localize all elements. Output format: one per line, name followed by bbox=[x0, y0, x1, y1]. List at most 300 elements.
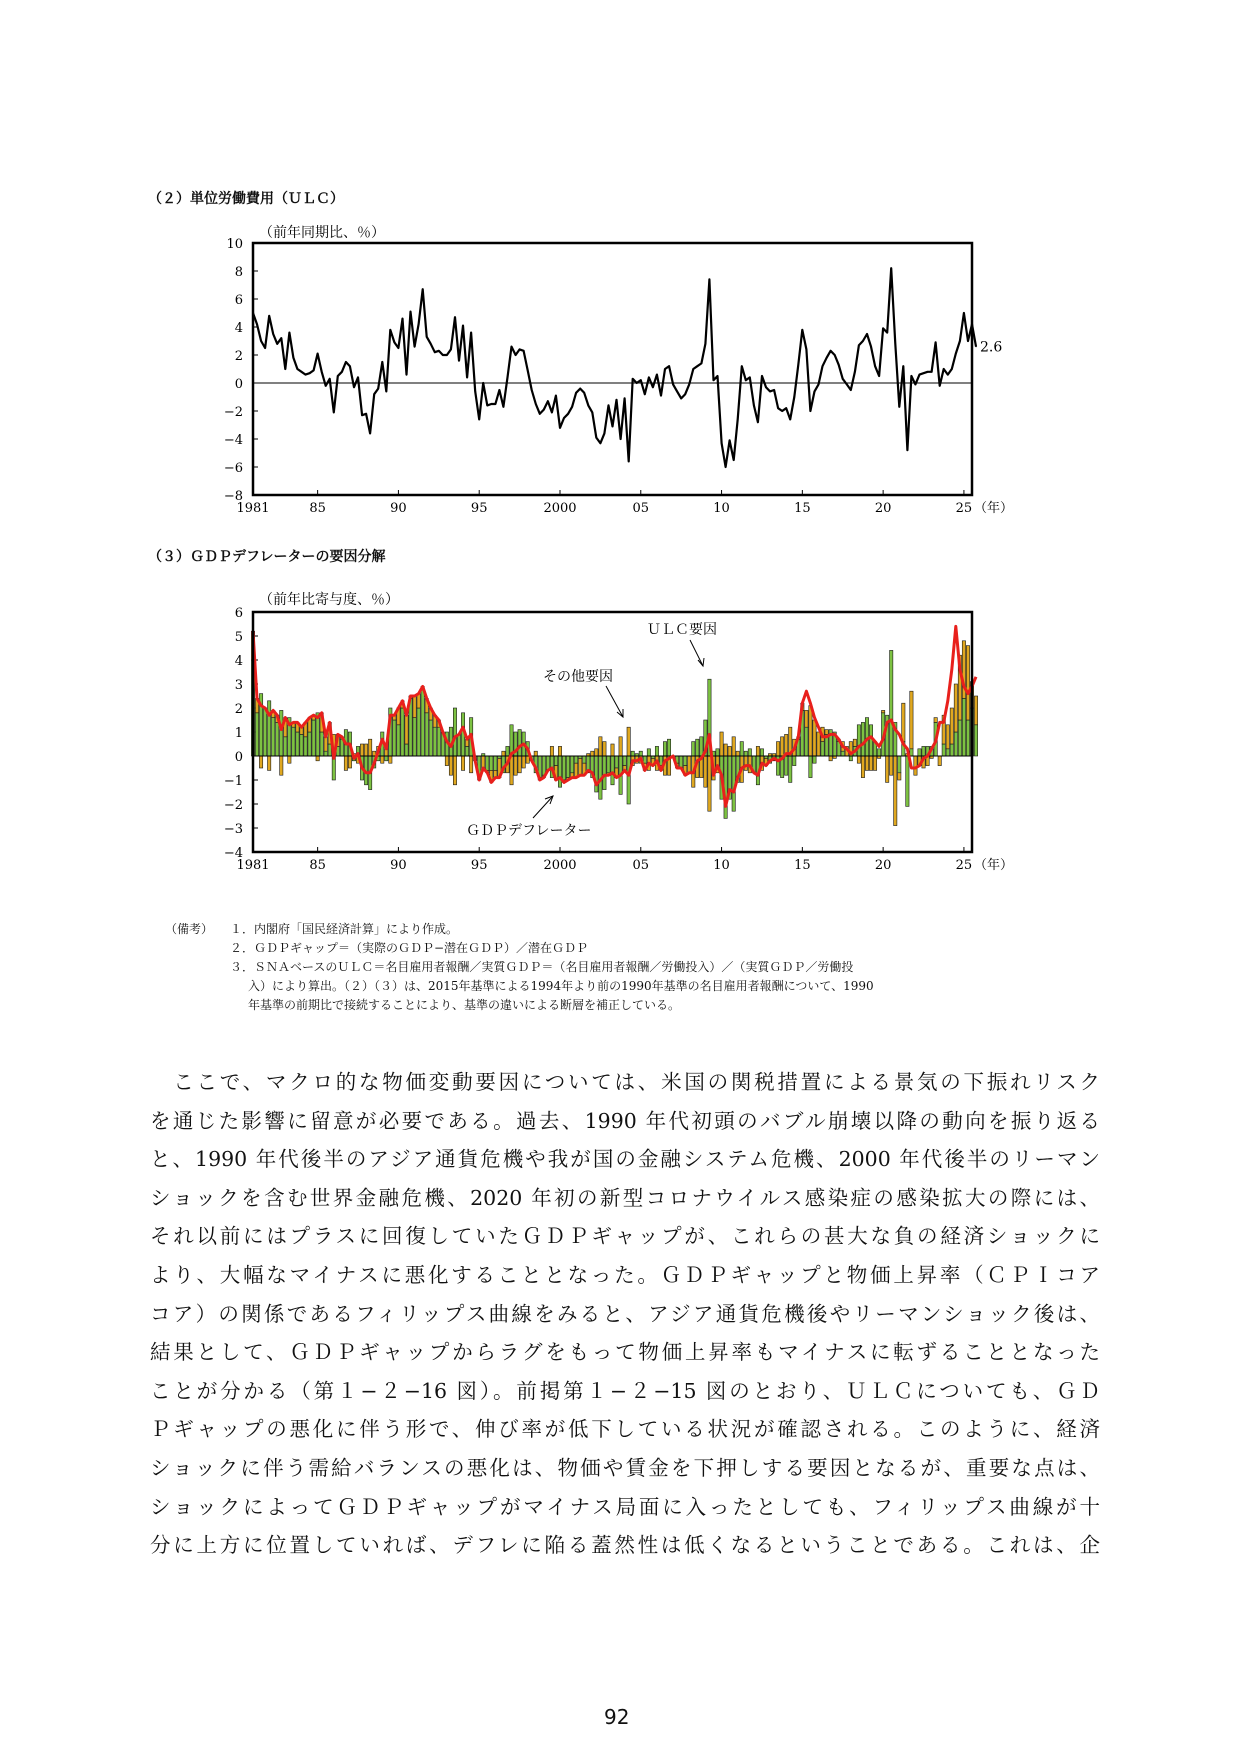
ulc-factor-bar bbox=[276, 722, 279, 756]
ulc-data-point bbox=[616, 399, 617, 400]
other-factor-bar bbox=[776, 742, 779, 756]
body-line: ことが分かる（第１−２−16 図）。前掲第１−２−15 図のとおり、ＵＬＣについても、ＧＤ bbox=[150, 1378, 1100, 1403]
ulc-factor-bar bbox=[910, 749, 913, 756]
ulc-data-point bbox=[620, 438, 621, 439]
ulc-factor-bar bbox=[518, 730, 521, 756]
other-factor-bar bbox=[389, 756, 392, 763]
ulc-data-point bbox=[511, 346, 512, 347]
ulc-factor-bar bbox=[696, 739, 699, 756]
ulc-data-point bbox=[466, 377, 467, 378]
ulc-factor-bar bbox=[595, 756, 598, 792]
other-factor-bar bbox=[938, 756, 941, 766]
other-factor-bar bbox=[579, 758, 582, 775]
ulc-factor-bar bbox=[268, 701, 271, 756]
ulc-data-point bbox=[345, 361, 346, 362]
body-line: を通じた影響に留意が必要である。過去、1990 年代初頭のバブル崩壊以降の動向を振り返る bbox=[150, 1108, 1100, 1133]
ulc-data-point bbox=[337, 375, 338, 376]
ulc-data-point bbox=[745, 380, 746, 381]
other-factor-bar bbox=[348, 756, 351, 768]
ulc-data-point bbox=[454, 317, 455, 318]
other-factor-bar bbox=[704, 756, 707, 787]
ulc-data-point bbox=[277, 343, 278, 344]
other-factor-bar bbox=[611, 744, 614, 756]
ulc-factor-bar bbox=[574, 756, 577, 763]
ulc-data-point bbox=[636, 382, 637, 383]
other-factor-bar bbox=[910, 691, 913, 749]
other-factor-bar bbox=[736, 751, 739, 756]
x-tick-label: 25 bbox=[955, 858, 973, 873]
other-factor-bar bbox=[756, 746, 759, 756]
ulc-data-point bbox=[862, 340, 863, 341]
x-tick-label: 95 bbox=[470, 501, 488, 516]
ulc-data-point bbox=[588, 405, 589, 406]
ulc-factor-bar bbox=[300, 734, 303, 756]
ulc-data-point bbox=[366, 413, 367, 414]
ulc-data-point bbox=[515, 354, 516, 355]
ulc-data-point bbox=[769, 391, 770, 392]
ulc-data-point bbox=[547, 401, 548, 402]
ulc-data-point bbox=[717, 375, 718, 376]
ulc-annotation-arrow bbox=[690, 640, 703, 666]
ulc-data-point bbox=[471, 332, 472, 333]
ulc-factor-bar bbox=[570, 756, 573, 773]
ulc-data-point bbox=[818, 384, 819, 385]
ulc-data-point bbox=[652, 387, 653, 388]
other-factor-bar bbox=[381, 756, 384, 763]
other-factor-bar bbox=[449, 756, 452, 775]
body-line: 分に上方に位置していれば、デフレに陥る蓋然性は低くなるということである。これは、企 bbox=[150, 1533, 1100, 1558]
notes-label: （備考） bbox=[165, 922, 214, 936]
ulc-line-chart bbox=[0, 205, 1241, 535]
other-factor-bar bbox=[550, 746, 553, 756]
x-axis-unit: （年） bbox=[974, 858, 1014, 873]
other-factor-bar bbox=[368, 739, 371, 756]
ulc-data-point bbox=[426, 336, 427, 337]
ulc-factor-bar bbox=[457, 734, 460, 756]
other-factor-bar bbox=[324, 737, 327, 751]
ulc-data-point bbox=[915, 384, 916, 385]
ulc-factor-bar bbox=[877, 749, 880, 756]
ulc-data-point bbox=[256, 324, 257, 325]
ulc-factor-bar bbox=[789, 756, 792, 782]
y-tick-label: −4 bbox=[223, 846, 243, 861]
ulc-factor-bar bbox=[974, 725, 977, 756]
ulc-data-point bbox=[749, 377, 750, 378]
other-factor-bar bbox=[603, 742, 606, 756]
ulc-data-point bbox=[806, 349, 807, 350]
other-factor-bar bbox=[619, 737, 622, 756]
y-tick-label: −6 bbox=[223, 461, 243, 476]
ulc-factor-bar bbox=[583, 756, 586, 763]
ulc-factor-bar bbox=[603, 756, 606, 790]
ulc-data-point bbox=[265, 347, 266, 348]
other-factor-bar bbox=[813, 720, 816, 756]
y-tick-label: 5 bbox=[234, 630, 243, 645]
ulc-data-point bbox=[390, 329, 391, 330]
ulc-data-point bbox=[422, 289, 423, 290]
body-line: それ以前にはプラスに回復していたＧＤＰギャップが、これらの甚大な負の経済ショックに bbox=[150, 1224, 1100, 1249]
ulc-factor-bar bbox=[486, 756, 489, 770]
x-tick-label: 25 bbox=[955, 501, 973, 516]
other-factor-bar bbox=[966, 646, 969, 720]
ulc-data-point bbox=[285, 368, 286, 369]
ulc-factor-bar bbox=[421, 689, 424, 756]
ulc-factor-bar bbox=[950, 744, 953, 756]
other-factor-bar bbox=[898, 773, 901, 780]
ulc-data-point bbox=[709, 279, 710, 280]
other-factor-bar bbox=[857, 756, 860, 763]
other-factor-bar bbox=[627, 727, 630, 756]
ulc-data-points bbox=[252, 268, 976, 468]
ulc-data-point bbox=[495, 403, 496, 404]
body-line: より、大幅なマイナスに悪化することとなった。ＧＤＰギャップと物価上昇率（ＣＰＩコア bbox=[150, 1262, 1100, 1287]
ulc-data-point bbox=[681, 398, 682, 399]
ulc-data-point bbox=[535, 403, 536, 404]
ulc-data-point bbox=[778, 408, 779, 409]
ulc-data-point bbox=[782, 410, 783, 411]
ulc-factor-bar bbox=[898, 756, 901, 773]
other-factor-bar bbox=[886, 756, 889, 782]
ulc-factor-bar bbox=[655, 746, 658, 756]
y-tick-label: 4 bbox=[234, 321, 243, 336]
x-tick-label: 1981 bbox=[236, 858, 270, 873]
x-tick-label: 1981 bbox=[236, 501, 270, 516]
y-axis-label: （前年比寄与度、％） bbox=[259, 592, 399, 608]
other-factor-bar bbox=[360, 744, 363, 756]
notes-block bbox=[0, 920, 1241, 1020]
ulc-factor-bar bbox=[429, 720, 432, 756]
note-item: ２．ＧＤＰギャップ＝（実際のＧＤＰ−潜在ＧＤＰ）／潜在ＧＤＰ bbox=[230, 941, 589, 955]
ulc-data-point bbox=[462, 325, 463, 326]
ulc-factor-bar bbox=[639, 751, 642, 756]
x-tick-label: 90 bbox=[390, 501, 407, 516]
page-number: 92 bbox=[604, 1705, 630, 1729]
ulc-data-point bbox=[596, 437, 597, 438]
x-tick-label: 10 bbox=[713, 858, 730, 873]
ulc-factor-bar bbox=[667, 739, 670, 756]
ulc-data-point bbox=[668, 366, 669, 367]
ulc-data-point bbox=[414, 346, 415, 347]
ulc-data-point bbox=[446, 354, 447, 355]
ulc-data-point bbox=[721, 443, 722, 444]
ulc-factor-bar bbox=[263, 708, 266, 756]
ulc-data-point bbox=[677, 391, 678, 392]
other-factor-bar bbox=[744, 756, 747, 770]
ulc-data-point bbox=[939, 385, 940, 386]
ulc-factor-bar bbox=[623, 756, 626, 766]
ulc-data-point bbox=[559, 427, 560, 428]
ulc-data-point bbox=[903, 366, 904, 367]
ulc-data-point bbox=[887, 332, 888, 333]
ulc-data-point bbox=[850, 389, 851, 390]
ulc-data-point bbox=[705, 343, 706, 344]
ulc-data-point bbox=[434, 352, 435, 353]
ulc-data-point bbox=[394, 342, 395, 343]
ulc-data-point bbox=[374, 394, 375, 395]
ulc-data-point bbox=[281, 338, 282, 339]
ulc-data-point bbox=[523, 350, 524, 351]
note-item: １．内閣府「国民経済計算」により作成。 bbox=[230, 922, 459, 936]
ulc-data-point bbox=[563, 417, 564, 418]
ulc-data-point bbox=[725, 466, 726, 467]
other-factor-bar bbox=[522, 756, 525, 768]
ulc-factor-bar bbox=[861, 722, 864, 756]
y-tick-label: 1 bbox=[234, 726, 243, 741]
x-tick-label: 85 bbox=[309, 501, 326, 516]
ulc-factor-bar bbox=[793, 756, 796, 766]
ulc-data-point bbox=[329, 378, 330, 379]
ulc-data-point bbox=[822, 366, 823, 367]
ulc-data-point bbox=[895, 343, 896, 344]
note-item: 年基準の前期比で接続することにより、基準の違いによる断層を補正している。 bbox=[248, 998, 681, 1012]
ulc-factor-bar bbox=[417, 708, 420, 756]
ulc-data-point bbox=[701, 363, 702, 364]
ulc-data-point bbox=[927, 371, 928, 372]
ulc-factor-bar bbox=[922, 746, 925, 756]
bar-group bbox=[251, 631, 977, 825]
ulc-data-point bbox=[260, 340, 261, 341]
ulc-factor-bar bbox=[465, 746, 468, 756]
ulc-data-point bbox=[963, 312, 964, 313]
ulc-data-point bbox=[741, 366, 742, 367]
other-factor-bar bbox=[461, 756, 464, 770]
other-factor-bar bbox=[894, 756, 897, 826]
ulc-factor-bar bbox=[946, 749, 949, 756]
body-line: ショックによってＧＤＰギャップがマイナス局面に入ったとしても、フィリップス曲線が十 bbox=[150, 1494, 1100, 1519]
ulc-data-point bbox=[301, 371, 302, 372]
ulc-data-point bbox=[341, 371, 342, 372]
ulc-data-point bbox=[834, 354, 835, 355]
ulc-data-point bbox=[555, 395, 556, 396]
y-tick-label: 0 bbox=[234, 377, 243, 392]
other-factor-bar bbox=[259, 756, 262, 768]
ulc-factor-bar bbox=[308, 732, 311, 756]
other-factor-bar bbox=[453, 756, 456, 785]
ulc-factor-bar bbox=[663, 742, 666, 756]
ulc-factor-bar bbox=[554, 756, 557, 766]
ulc-factor-bar bbox=[437, 727, 440, 756]
ulc-factor-bar bbox=[292, 727, 295, 756]
ulc-factor-bar bbox=[744, 751, 747, 756]
other-factor-bar bbox=[881, 710, 884, 712]
ulc-data-point bbox=[697, 366, 698, 367]
ulc-factor-bar bbox=[809, 756, 812, 778]
ulc-factor-bar bbox=[393, 720, 396, 756]
y-tick-label: −2 bbox=[223, 798, 243, 813]
ulc-data-point bbox=[361, 415, 362, 416]
other-factor-bar bbox=[510, 756, 513, 785]
y-tick-label: −4 bbox=[223, 433, 243, 448]
ulc-data-point bbox=[713, 380, 714, 381]
ulc-data-point bbox=[729, 440, 730, 441]
y-tick-label: −3 bbox=[223, 822, 243, 837]
ulc-data-point bbox=[507, 377, 508, 378]
other-factor-bar bbox=[809, 706, 812, 756]
note-item: 入）により算出。（２）（３）は、2015年基準による1994年より前の1990年基準の名目雇用者報酬について、1990 bbox=[248, 979, 874, 993]
ulc-factor-bar bbox=[954, 732, 957, 756]
other-arrowhead bbox=[617, 709, 623, 717]
y-tick-label: 2 bbox=[234, 349, 243, 364]
ulc-data-point bbox=[567, 413, 568, 414]
y-tick-label: −8 bbox=[223, 489, 243, 504]
other-factor-bar bbox=[805, 710, 808, 727]
ulc-data-point bbox=[543, 409, 544, 410]
ulc-factor-bar bbox=[906, 756, 909, 806]
ulc-factor-bar bbox=[280, 710, 283, 756]
ulc-factor-bar bbox=[760, 749, 763, 756]
ulc-data-point bbox=[810, 410, 811, 411]
ulc-data-point bbox=[794, 396, 795, 397]
ulc-data-point bbox=[321, 371, 322, 372]
y-tick-label: 8 bbox=[234, 265, 243, 280]
ulc-data-point bbox=[438, 350, 439, 351]
ulc-factor-bar bbox=[607, 756, 610, 773]
other-factor-bar bbox=[890, 756, 893, 775]
body-line: コア）の関係であるフィリップス曲線をみると、アジア通貨危機後やリーマンショック後は、 bbox=[150, 1301, 1100, 1326]
other-factor-bar bbox=[780, 737, 783, 756]
ulc-factor-bar bbox=[316, 713, 319, 756]
ulc-data-point bbox=[874, 366, 875, 367]
ulc-factor-bar bbox=[966, 720, 969, 756]
deflator-annotation-arrow bbox=[533, 796, 553, 818]
body-line: ショックに伴う需給バランスの悪化は、物価や賃金を下押しする要因となるが、重要な点は、 bbox=[150, 1455, 1100, 1480]
ulc-factor-bar bbox=[841, 751, 844, 756]
ulc-data-point bbox=[269, 315, 270, 316]
ulc-data-point bbox=[418, 324, 419, 325]
ulc-factor-bar bbox=[562, 756, 565, 780]
ulc-data-point bbox=[672, 384, 673, 385]
other-factor-bar bbox=[825, 730, 828, 735]
ulc-factor-bar bbox=[813, 756, 816, 763]
ulc-data-point bbox=[325, 385, 326, 386]
ulc-data-point bbox=[798, 364, 799, 365]
ulc-factor-bar bbox=[643, 756, 646, 763]
ulc-data-point bbox=[398, 347, 399, 348]
ulc-factor-bar bbox=[558, 756, 561, 787]
other-factor-bar bbox=[728, 746, 731, 756]
other-factor-bar bbox=[595, 749, 598, 756]
ulc-factor-bar bbox=[397, 725, 400, 756]
ulc-data-point bbox=[580, 388, 581, 389]
ulc-data-point bbox=[499, 389, 500, 390]
other-factor-bar bbox=[413, 696, 416, 718]
ulc-data-point bbox=[430, 343, 431, 344]
ulc-data-point bbox=[519, 349, 520, 350]
other-factor-bar bbox=[974, 696, 977, 725]
ulc-data-point bbox=[309, 373, 310, 374]
ulc-data-point bbox=[660, 395, 661, 396]
ulc-factor-bar bbox=[272, 718, 275, 756]
y-tick-label: −2 bbox=[223, 405, 243, 420]
ulc-factor-bar bbox=[942, 744, 945, 756]
ulc-factor-bar bbox=[494, 756, 497, 770]
ulc-data-point bbox=[959, 340, 960, 341]
other-factor-bar bbox=[829, 756, 832, 761]
ulc-factor-bar bbox=[255, 713, 258, 756]
ulc-factor-bar bbox=[692, 742, 695, 756]
ulc-factor-bar bbox=[413, 718, 416, 756]
other-factor-bar bbox=[364, 744, 367, 756]
ulc-data-point bbox=[450, 349, 451, 350]
other-factor-bar bbox=[268, 756, 271, 770]
ulc-data-point bbox=[664, 368, 665, 369]
other-factor-bar bbox=[732, 737, 735, 756]
x-tick-label: 05 bbox=[632, 858, 650, 873]
other-factor-bar bbox=[469, 756, 472, 773]
body-line: ショックを含む世界金融危機、2020 年初の新型コロナウイルス感染症の感染拡大の際には、 bbox=[150, 1185, 1100, 1210]
ulc-data-point bbox=[628, 461, 629, 462]
ulc-section-title: （２）単位労働費用（ＵＬＣ） bbox=[148, 191, 344, 207]
other-factor-bar bbox=[954, 684, 957, 732]
ulc-factor-bar bbox=[631, 751, 634, 756]
ulc-factor-bar bbox=[748, 749, 751, 756]
ulc-data-point bbox=[487, 405, 488, 406]
other-factor-bar bbox=[280, 756, 283, 775]
ulc-data-point bbox=[753, 405, 754, 406]
y-tick-label: 3 bbox=[234, 678, 243, 693]
plot-frame bbox=[253, 243, 972, 495]
body-text bbox=[150, 1063, 1100, 1565]
ulc-data-point bbox=[761, 375, 762, 376]
ulc-data-point bbox=[838, 364, 839, 365]
ulc-data-point bbox=[644, 394, 645, 395]
ulc-data-point bbox=[765, 387, 766, 388]
ulc-factor-bar bbox=[296, 732, 299, 756]
ulc-factor-bar bbox=[647, 749, 650, 756]
x-tick-label: 20 bbox=[874, 501, 892, 516]
other-factor-bar bbox=[950, 708, 953, 744]
ulc-data-point bbox=[842, 378, 843, 379]
ulc-data-point bbox=[947, 374, 948, 375]
other-factor-bar bbox=[514, 756, 517, 775]
other-factor-bar bbox=[502, 751, 505, 756]
ulc-data-point bbox=[604, 433, 605, 434]
ulc-data-point bbox=[406, 374, 407, 375]
ulc-factor-bar bbox=[958, 720, 961, 756]
other-factor-bar bbox=[344, 756, 347, 770]
ulc-data-point bbox=[733, 459, 734, 460]
ulc-data-point bbox=[483, 382, 484, 383]
ulc-data-point bbox=[458, 360, 459, 361]
ulc-factor-bar bbox=[680, 756, 683, 768]
other-factor-bar bbox=[861, 756, 864, 778]
ulc-factor-bar bbox=[490, 756, 493, 770]
ulc-factor-bar bbox=[401, 708, 404, 756]
ulc-data-point bbox=[410, 311, 411, 312]
other-factor-bar bbox=[526, 756, 529, 763]
other-factor-bar bbox=[873, 756, 876, 770]
ulc-data-point bbox=[491, 403, 492, 404]
ulc-factor-bar bbox=[821, 742, 824, 756]
ulc-factor-bar bbox=[740, 742, 743, 756]
other-factor-bar bbox=[688, 756, 691, 773]
ulc-factor-bar bbox=[433, 727, 436, 756]
ulc-factor-bar bbox=[425, 713, 428, 756]
ulc-factor-bar bbox=[615, 756, 618, 768]
ulc-factor-bar bbox=[857, 725, 860, 756]
ulc-data-point bbox=[891, 268, 892, 269]
ulc-data-point bbox=[866, 333, 867, 334]
y-axis-label: （前年同期比、％） bbox=[259, 225, 385, 241]
ulc-data-point bbox=[693, 368, 694, 369]
ulc-data-point bbox=[640, 380, 641, 381]
ulc-data-point bbox=[931, 371, 932, 372]
ulc-factor-bar bbox=[890, 650, 893, 756]
ulc-data-point bbox=[689, 384, 690, 385]
ulc-data-point bbox=[293, 357, 294, 358]
ulc-factor-bar bbox=[785, 756, 788, 775]
ulc-data-point bbox=[656, 374, 657, 375]
